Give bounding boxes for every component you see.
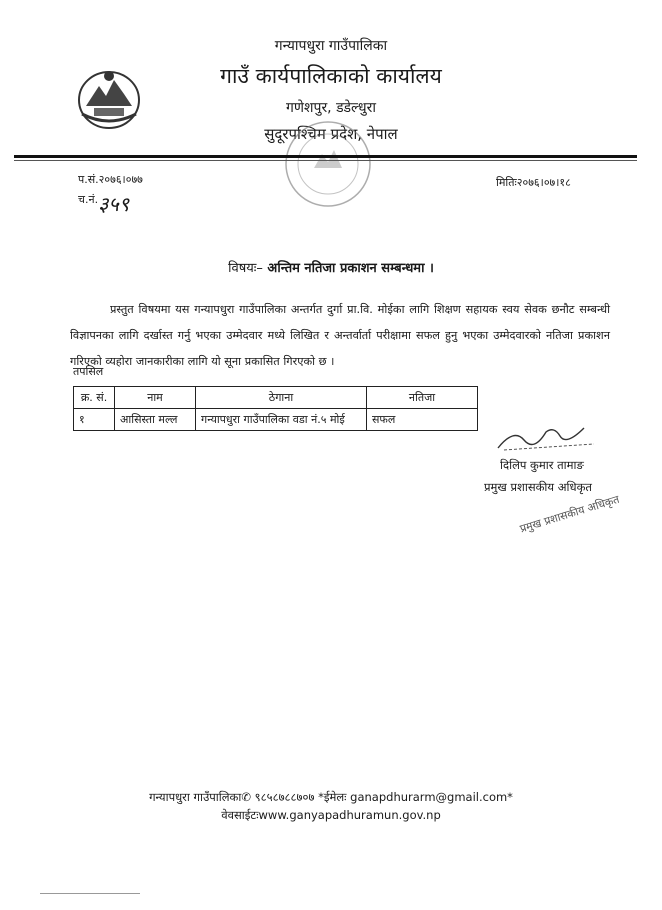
signatory-title: प्रमुख प्रशासकीय अधिकृत [484, 480, 592, 494]
office-seal-icon [282, 118, 374, 210]
subject-text: अन्तिम नतिजा प्रकाशन सम्बन्धमा । [267, 261, 434, 276]
footer-contact: गन्यापधुरा गाउँपालिका✆ ९८५८७८८७०७ *ईमेलः ganapdhurarm@gmail.com* [149, 790, 513, 804]
address-line-1: गणेशपुर, डडेल्धुरा [285, 100, 377, 116]
cell-serial: १ [74, 409, 115, 431]
footer-divider [40, 893, 140, 894]
table-row [74, 409, 478, 431]
dispatch-label: च.नं. [78, 193, 99, 206]
cell-name: आसिस्ता मल्ल [115, 409, 196, 431]
subject-line [0, 258, 662, 276]
office-title: गाउँ कार्यपालिकाको कार्यालय [220, 64, 442, 88]
header-divider-thin [14, 160, 637, 161]
col-header-result: नतिजा [367, 387, 478, 409]
signature-scribble-icon [494, 418, 604, 454]
address-line-2: सुदूरपश्चिम प्रदेश, नेपाल [264, 125, 398, 143]
cell-result: सफल [367, 409, 478, 431]
org-name: गन्यापधुरा गाउँपालिका [274, 38, 388, 54]
col-header-serial: क्र. सं. [74, 387, 115, 409]
footer-website: वेवसाईटःwww.ganyapadhuramun.gov.np [221, 808, 441, 822]
result-table [73, 386, 478, 431]
cell-address: गन्यापधुरा गाउँपालिका वडा नं.५ मोई [196, 409, 367, 431]
designation-stamp: प्रमुख प्रशासकीय अधिकृत [518, 492, 621, 536]
signatory-name: दिलिप कुमार तामाङ [500, 458, 584, 472]
body-paragraph: प्रस्तुत विषयमा यस गन्यापधुरा गाउँपालिका अन्तर्गत दुर्गा प्रा.वि. मोईका लागि शिक्षण सहायक स्वय सेवक छनौट सम्बन्धी विज्ञापनका लागि दर्खास्त गर्नु भएका उम्मेदवार मध्ये लिखित र अन्तर्वार्ता परीक्षामा सफल हुनु भएका उम्मेदवारको नतिजा प्रकाशन गरिएको व्यहोरा जानकारीका लागि यो सूना प्रकासित गिरएको छ । [70, 303, 610, 368]
table-header-row [74, 387, 478, 409]
header-divider [14, 155, 637, 158]
letter-date: मितिः२०७६।०७।१८ [496, 176, 571, 189]
details-heading: तपसिल [73, 365, 104, 378]
letter-number: प.सं.२०७६।०७७ [78, 173, 143, 186]
col-header-address: ठेगाना [196, 387, 367, 409]
dispatch-number: ३५९ [98, 192, 130, 216]
col-header-name: नाम [115, 387, 196, 409]
subject-label: विषयः– [228, 261, 263, 276]
